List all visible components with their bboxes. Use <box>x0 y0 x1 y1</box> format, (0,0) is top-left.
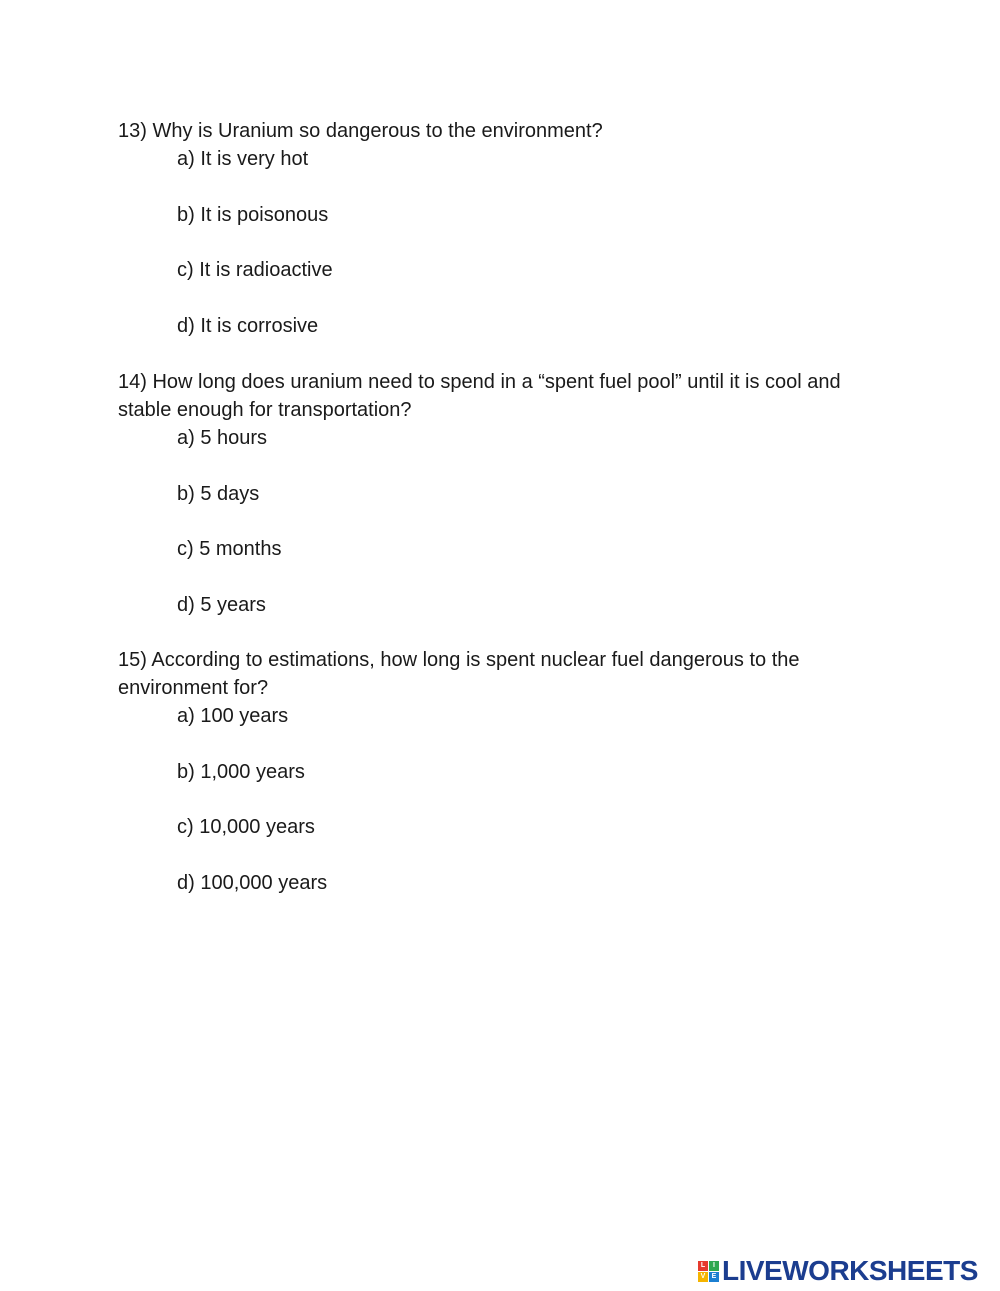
question-text: 14) How long does uranium need to spend in a “spent fuel pool” until it is cool and stable enough for transportation? <box>118 371 841 421</box>
question-15 <box>118 646 858 897</box>
logo-icon <box>698 1261 719 1282</box>
logo-icon-tile: I <box>709 1261 719 1271</box>
question-text: 13) Why is Uranium so dangerous to the environment? <box>118 120 603 142</box>
question-text: 15) According to estimations, how long is spent nuclear fuel dangerous to the environment for? <box>118 649 800 699</box>
logo-text: LIVEWORKSHEETS <box>722 1255 978 1286</box>
answer-option-c[interactable]: c) 5 months <box>177 538 282 560</box>
answer-option-b[interactable]: b) 1,000 years <box>177 760 305 783</box>
answer-option-a[interactable]: a) 5 hours <box>177 427 268 449</box>
answer-option-d[interactable]: d) It is corrosive <box>177 314 319 337</box>
answer-option-b[interactable]: b) 5 days <box>177 482 260 505</box>
answer-option-a[interactable]: a) 100 years <box>177 705 289 727</box>
answer-option-c[interactable]: c) 10,000 years <box>177 816 315 838</box>
answer-option-d[interactable]: d) 5 years <box>177 593 266 616</box>
answer-option-c[interactable]: c) It is radioactive <box>177 259 333 281</box>
answer-option-d[interactable]: d) 100,000 years <box>177 871 328 894</box>
question-14 <box>118 368 858 619</box>
question-13 <box>118 117 858 340</box>
liveworksheets-logo <box>698 1256 978 1286</box>
logo-icon-tile: L <box>698 1261 708 1271</box>
answer-option-a[interactable]: a) It is very hot <box>177 148 309 170</box>
logo-icon-tile: V <box>698 1272 708 1282</box>
answer-option-b[interactable]: b) It is poisonous <box>177 203 329 226</box>
logo-icon-tile: E <box>709 1272 719 1282</box>
